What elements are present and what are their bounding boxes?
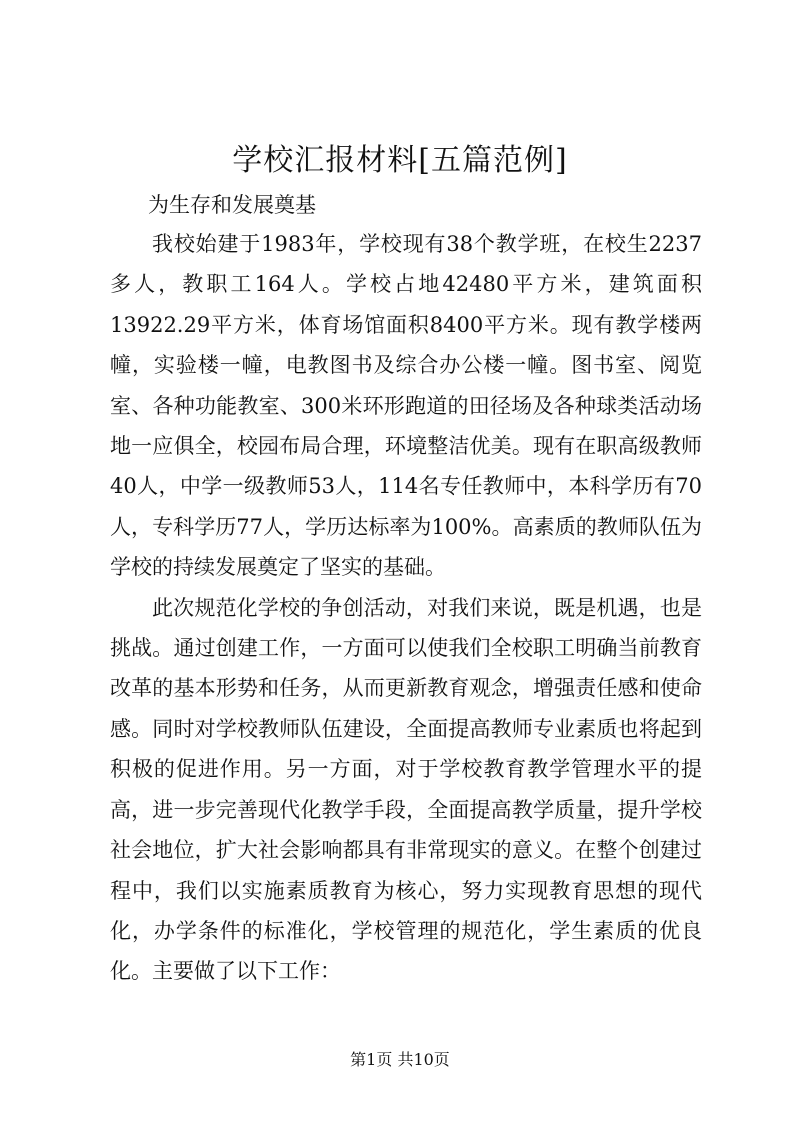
page-number-footer: 第1页 共10页 bbox=[350, 1050, 450, 1069]
document-subtitle: 为生存和发展奠基 bbox=[148, 193, 316, 217]
document-body bbox=[110, 224, 702, 992]
paragraph-school-overview: 我校始建于1983年，学校现有38个教学班，在校生2237多人，教职工164人。学校占地42480平方米，建筑面积13922.29平方米，体育场馆面积8400平方米。现有教学楼两幢，实验楼一幢，电教图书及综合办公楼一幢。图书室、阅览室、各种功能教室、300米环形跑道的田径场及各种球类活动场地一应俱全，校园布局合理，环境整洁优美。现有在职高级教师40人，中学一级教师53人，114名专任教师中，本科学历有70人，专科学历77人，学历达标率为100%。高素质的教师队伍为学校的持续发展奠定了坚实的基础。 bbox=[110, 232, 702, 580]
document-title: 学校汇报材料[五篇范例] bbox=[232, 143, 568, 178]
paragraph-standardization-campaign: 此次规范化学校的争创活动，对我们来说，既是机遇，也是挑战。通过创建工作，一方面可以使我们全校职工明确当前教育改革的基本形势和任务，从而更新教育观念，增强责任感和使命感。同时对学校教师队伍建设，全面提高教师专业素质也将起到积极的促进作用。另一方面，对于学校教育教学管理水平的提高，进一步完善现代化教学手段，全面提高教学质量，提升学校社会地位，扩大社会影响都具有非常现实的意义。在整个创建过程中，我们以实施素质教育为核心，努力实现教育思想的现代化，办学条件的标准化，学校管理的规范化，学生素质的优良化。主要做了以下工作： bbox=[110, 595, 702, 984]
